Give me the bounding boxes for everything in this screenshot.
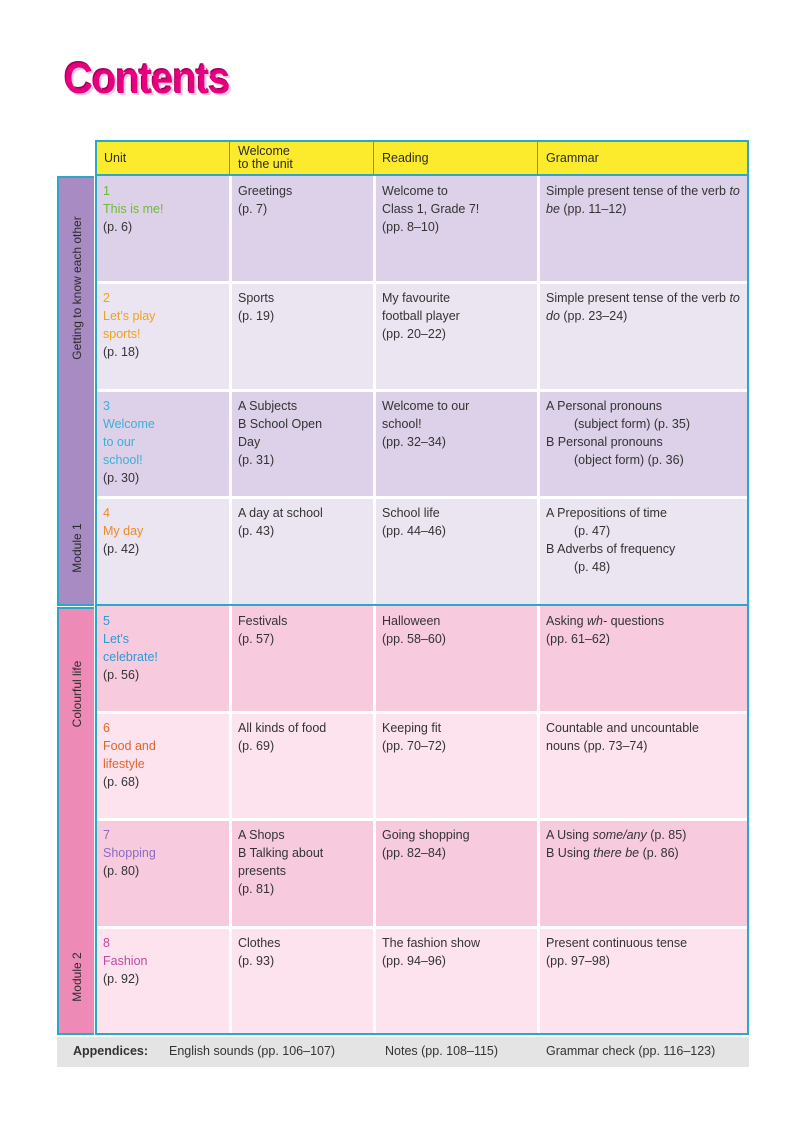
reading-cell (376, 176, 537, 283)
theme-label: Getting to know each other (69, 216, 84, 360)
row-divider (97, 389, 747, 392)
reading-text: Welcome to our school! (pp. 32–34) (382, 398, 470, 449)
module-2-sidebar (57, 607, 94, 1035)
unit-title[interactable]: Welcome to our school! (103, 416, 155, 467)
unit-row (97, 283, 747, 390)
grammar-item: B Adverbs of frequency (546, 542, 676, 557)
unit-number: 7 (103, 828, 110, 843)
grammar-text: Present continuous tense (546, 935, 688, 950)
unit-cell (97, 283, 229, 390)
unit-row (97, 606, 747, 713)
reading-cell (376, 391, 537, 498)
grammar-subitem: (p. 48) (574, 560, 611, 575)
unit-cell (97, 928, 229, 1033)
unit-page: (p. 6) (103, 220, 133, 234)
grammar-item: B Personal pronouns (546, 434, 663, 449)
welcome-cell (232, 820, 373, 927)
grammar-subitem: (subject form) (p. 35) (574, 416, 691, 431)
welcome-text: Clothes (p. 93) (238, 935, 281, 968)
unit-number: 6 (103, 721, 110, 735)
unit-cell (97, 391, 229, 498)
welcome-text: A Subjects B School Open Day (p. 31) (238, 398, 323, 467)
header-reading: Reading (382, 150, 429, 165)
welcome-cell (232, 928, 373, 1033)
reading-text: My favourite football player (pp. 20–22) (382, 291, 460, 342)
reading-text: The fashion show (pp. 94–96) (382, 935, 480, 968)
unit-number: 5 (103, 613, 110, 628)
table-header (97, 142, 747, 176)
unit-title[interactable]: Let's play sports! (103, 309, 156, 342)
row-divider (97, 281, 747, 284)
module-label: Module 2 (69, 952, 84, 1002)
grammar-text: (pp. 97–98) (546, 953, 610, 968)
module-label: Module 1 (69, 523, 84, 573)
reading-cell (376, 713, 537, 820)
grammar-cell (540, 820, 747, 927)
theme-label: Colourful life (69, 660, 84, 728)
grammar-text: Countable and uncountable (546, 721, 699, 735)
reading-cell (376, 606, 537, 713)
unit-cell (97, 498, 229, 605)
unit-cell (97, 606, 229, 713)
reading-cell (376, 498, 537, 605)
row-divider (97, 926, 747, 929)
grammar-text: (pp. 61–62) (546, 631, 610, 646)
welcome-cell (232, 391, 373, 498)
welcome-text: All kinds of food (p. 69) (238, 721, 327, 753)
grammar-cell (540, 498, 747, 605)
reading-text: Going shopping (pp. 82–84) (382, 828, 470, 861)
unit-row (97, 928, 747, 1033)
welcome-text: A Shops B Talking about presents (p. 81) (238, 828, 324, 897)
reading-text: School life (pp. 44–46) (382, 506, 446, 539)
grammar-text: Simple present tense of the verb to do (pp. 23–24) (546, 291, 740, 324)
welcome-text: A day at school (p. 43) (238, 506, 323, 539)
welcome-text: Sports (p. 19) (238, 291, 275, 324)
unit-page: (p. 42) (103, 542, 140, 557)
unit-cell (97, 176, 229, 283)
unit-number: 4 (103, 506, 110, 521)
page-title: Contents (64, 55, 230, 103)
grammar-item: A Personal pronouns (546, 398, 663, 413)
unit-title[interactable]: Let's celebrate! (103, 631, 158, 664)
unit-row (97, 820, 747, 927)
unit-title[interactable]: Fashion (103, 953, 148, 968)
grammar-item: B Using there be (p. 86) (546, 846, 679, 861)
unit-row (97, 498, 747, 605)
unit-cell (97, 820, 229, 927)
row-divider (97, 818, 747, 821)
unit-page: (p. 92) (103, 971, 140, 986)
unit-page: (p. 18) (103, 345, 140, 360)
reading-text: Halloween (pp. 58–60) (382, 613, 446, 646)
appendix-grammar-check[interactable]: Grammar check (pp. 116–123) (546, 1044, 716, 1058)
unit-number: 1 (103, 184, 110, 198)
reading-cell (376, 928, 537, 1033)
welcome-text: Greetings (p. 7) (238, 184, 293, 216)
unit-page: (p. 30) (103, 470, 140, 485)
welcome-cell (232, 498, 373, 605)
unit-row (97, 391, 747, 498)
reading-cell (376, 820, 537, 927)
grammar-text: Asking wh- questions (546, 613, 665, 628)
module-1-sidebar (57, 176, 94, 606)
unit-row (97, 176, 747, 283)
header-grammar: Grammar (546, 150, 599, 165)
header-unit: Unit (104, 150, 127, 165)
welcome-cell (232, 713, 373, 820)
unit-title[interactable]: My day (103, 524, 144, 539)
grammar-item: A Prepositions of time (546, 506, 667, 521)
unit-title[interactable]: Shopping (103, 846, 156, 861)
appendices-bar (57, 1037, 749, 1067)
grammar-text: nouns (pp. 73–74) (546, 739, 648, 753)
grammar-cell (540, 928, 747, 1033)
grammar-cell (540, 391, 747, 498)
welcome-cell (232, 283, 373, 390)
appendices-label: Appendices: (73, 1044, 149, 1058)
welcome-cell (232, 176, 373, 283)
row-divider (97, 496, 747, 499)
reading-cell (376, 283, 537, 390)
reading-text: Keeping fit (pp. 70–72) (382, 721, 446, 753)
grammar-cell (540, 176, 747, 283)
grammar-cell (540, 283, 747, 390)
grammar-cell (540, 713, 747, 820)
header-welcome: Welcome to the unit (238, 144, 293, 171)
row-divider (97, 711, 747, 714)
unit-page: (p. 56) (103, 667, 140, 682)
appendix-english-sounds[interactable]: English sounds (pp. 106–107) (169, 1044, 336, 1058)
welcome-cell (232, 606, 373, 713)
row-divider (97, 604, 747, 606)
grammar-text: Simple present tense of the verb to be (pp. 11–12) (546, 184, 740, 216)
unit-page: (p. 68) (103, 775, 140, 789)
unit-cell (97, 713, 229, 820)
unit-row (97, 713, 747, 820)
unit-number: 2 (103, 291, 110, 306)
unit-title[interactable]: Food and lifestyle (103, 739, 156, 771)
grammar-cell (540, 606, 747, 713)
unit-page: (p. 80) (103, 864, 140, 879)
reading-text: Welcome to Class 1, Grade 7! (pp. 8–10) (382, 184, 480, 234)
unit-number: 3 (103, 398, 110, 413)
appendix-notes[interactable]: Notes (pp. 108–115) (385, 1044, 499, 1058)
unit-title[interactable]: This is me! (103, 202, 164, 216)
unit-number: 8 (103, 935, 110, 950)
grammar-item: A Using some/any (p. 85) (546, 828, 687, 843)
welcome-text: Festivals (p. 57) (238, 613, 288, 646)
grammar-subitem: (object form) (p. 36) (574, 452, 684, 467)
contents-table (95, 140, 749, 1035)
grammar-subitem: (p. 47) (574, 524, 611, 539)
